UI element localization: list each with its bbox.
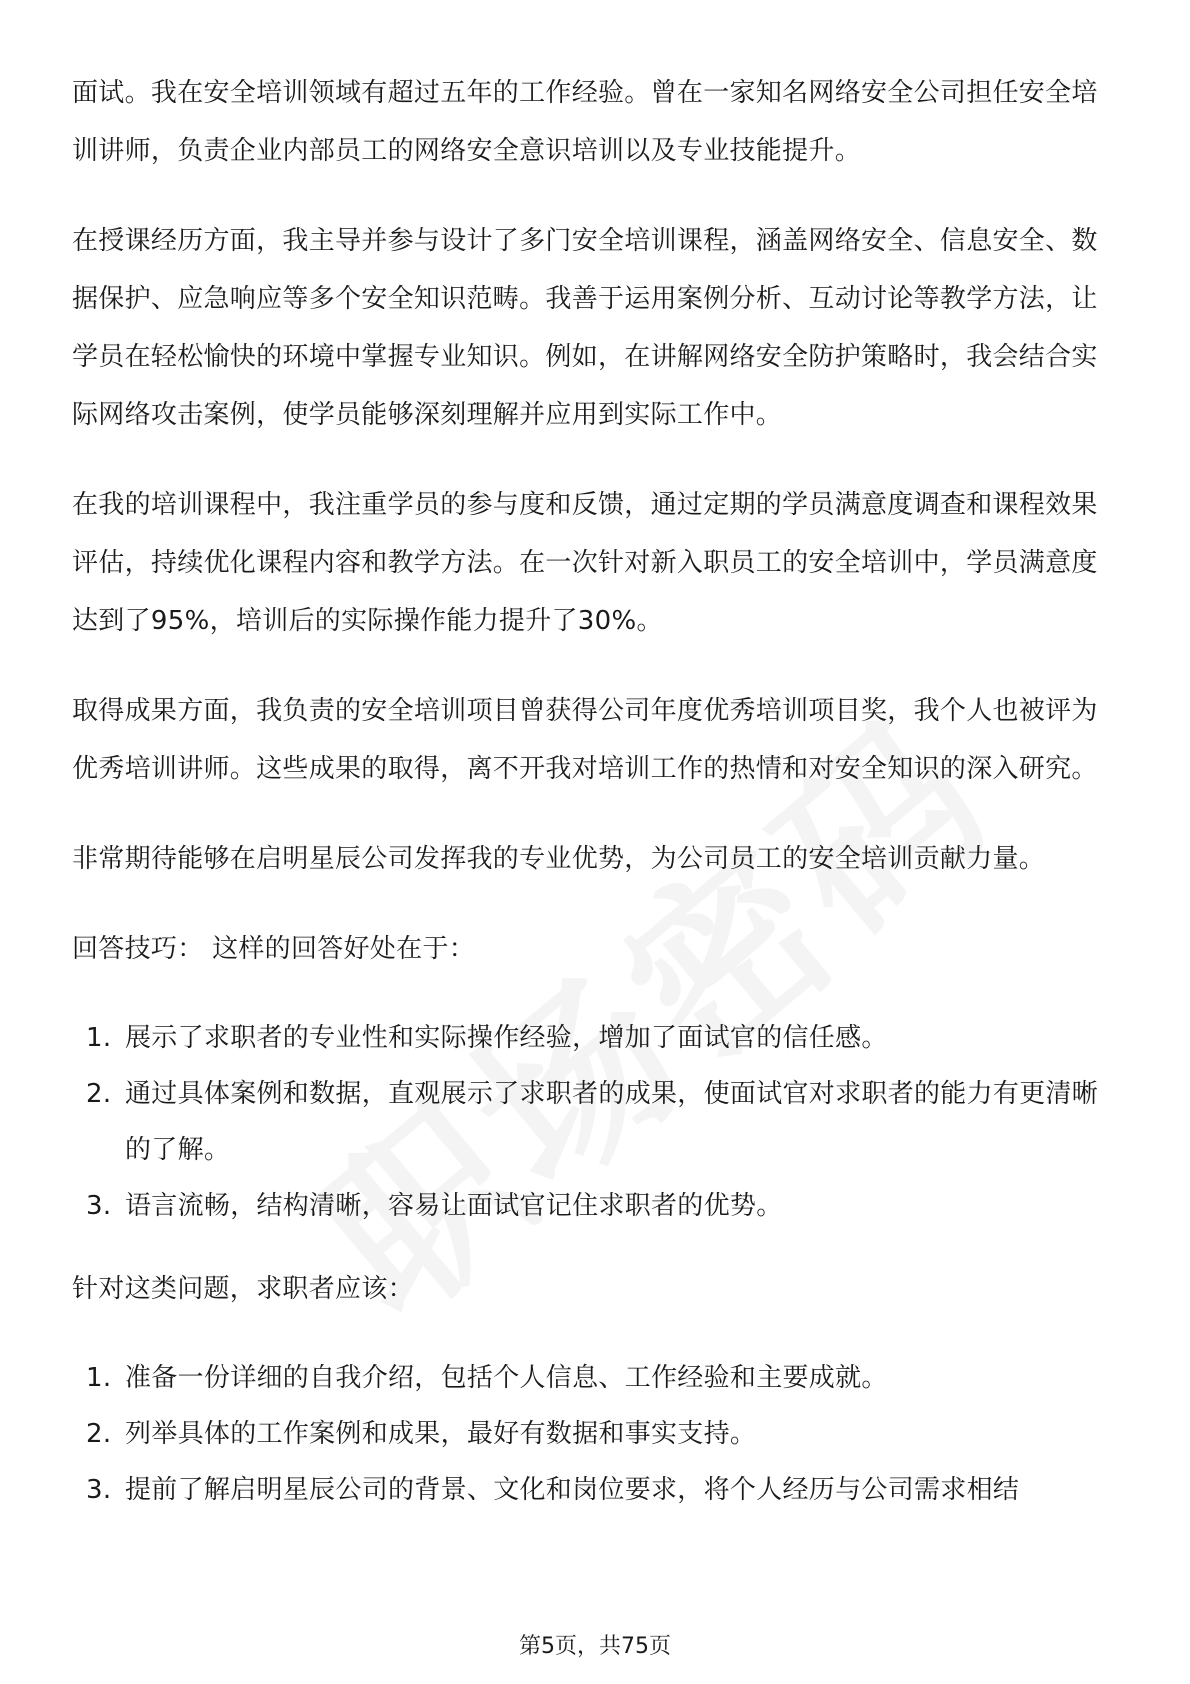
list-item xyxy=(72,1010,1122,1066)
paragraph-achievements: 取得成果方面，我负责的安全培训项目曾获得公司年度优秀培训项目奖，我个人也被评为优秀培训讲师。这些成果的取得，离不开我对培训工作的热情和对安全知识的深入研究。 xyxy=(72,696,1098,784)
list-number: 3. xyxy=(86,1191,112,1221)
list-text: 提前了解启明星辰公司的背景、文化和岗位要求，将个人经历与公司需求相结 xyxy=(125,1475,1020,1505)
list-number: 2. xyxy=(86,1419,112,1449)
paragraph-feedback: 在我的培训课程中，我注重学员的参与度和反馈，通过定期的学员满意度调查和课程效果评估，持续优化课程内容和教学方法。在一次针对新入职员工的安全培训中，学员满意度达到了95%，培训后的实际操作能力提升了30%。 xyxy=(72,490,1098,636)
list-text: 列举具体的工作案例和成果，最好有数据和事实支持。 xyxy=(125,1419,757,1449)
list-item xyxy=(72,1350,1122,1406)
list-text: 展示了求职者的专业性和实际操作经验，增加了面试官的信任感。 xyxy=(125,1023,888,1053)
tips-heading: 回答技巧： 这样的回答好处在于： xyxy=(72,934,476,964)
page-footer: 第5页，共75页 xyxy=(519,1634,671,1659)
list-item xyxy=(72,1462,1122,1518)
advice-heading: 针对这类问题，求职者应该： xyxy=(72,1274,414,1304)
list-text: 通过具体案例和数据，直观展示了求职者的成果，使面试官对求职者的能力有更清晰的了解。 xyxy=(125,1079,1099,1165)
list-number: 2. xyxy=(86,1079,112,1109)
list-number: 1. xyxy=(86,1363,112,1393)
list-text: 语言流畅，结构清晰，容易让面试官记住求职者的优势。 xyxy=(125,1191,783,1221)
list-number: 1. xyxy=(86,1023,112,1053)
list-number: 3. xyxy=(86,1475,112,1505)
list-item xyxy=(72,1178,1122,1234)
advice-list xyxy=(72,1350,1122,1518)
document-body xyxy=(72,64,1122,1544)
list-text: 准备一份详细的自我介绍，包括个人信息、工作经验和主要成就。 xyxy=(125,1363,888,1393)
tips-list xyxy=(72,1010,1122,1234)
list-item xyxy=(72,1406,1122,1462)
paragraph-teaching: 在授课经历方面，我主导并参与设计了多门安全培训课程，涵盖网络安全、信息安全、数据保护、应急响应等多个安全知识范畴。我善于运用案例分析、互动讨论等教学方法，让学员在轻松愉快的环境中掌握专业知识。例如，在讲解网络安全防护策略时，我会结合实际网络攻击案例，使学员能够深刻理解并应用到实际工作中。 xyxy=(72,226,1098,430)
list-item xyxy=(72,1066,1122,1178)
paragraph-closing: 非常期待能够在启明星辰公司发挥我的专业优势，为公司员工的安全培训贡献力量。 xyxy=(72,844,1046,874)
paragraph-intro: 面试。我在安全培训领域有超过五年的工作经验。曾在一家知名网络安全公司担任安全培训讲师，负责企业内部员工的网络安全意识培训以及专业技能提升。 xyxy=(72,78,1098,166)
